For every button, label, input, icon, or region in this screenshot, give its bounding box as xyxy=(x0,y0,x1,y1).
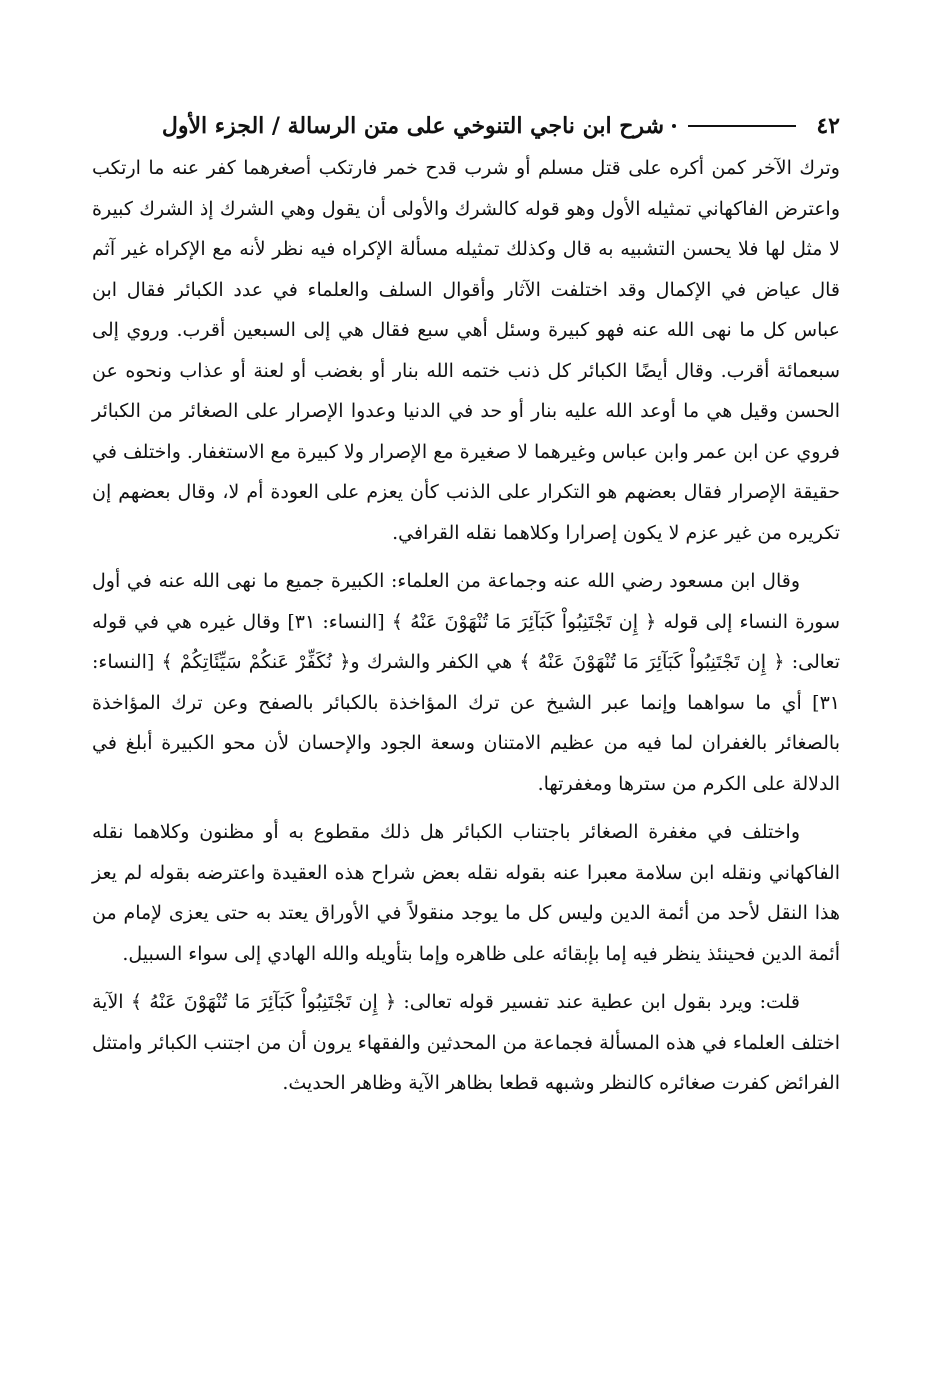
paragraph-1: وترك الآخر كمن أكره على قتل مسلم أو شرب قدح خمر فارتكب أصغرهما كفر عنه ما ارتكب واعترض الفاكهاني تمثيله الأول وهو قوله كالشرك والأولى أن يقول وهي الشرك إذ الشرك كبيرة لا مثل لها فلا يحسن التشبيه به قال وكذلك تمثيله مسألة الإكراه فيه نظر لأنه مع الإكراه غير آثم قال عياض في الإكمال وقد اختلفت الآثار وأقوال السلف والعلماء في عدد الكبائر فقال ابن عباس كل ما نهى الله عنه فهو كبيرة وسئل أهي سبع فقال هي إلى السبعين أقرب. وروي إلى سبعمائة أقرب. وقال أيضًا الكبائر كل ذنب ختمه الله بنار أو بغضب أو لعنة أو عذاب ونحوه عن الحسن وقيل هي ما أوعد الله عليه بنار أو حد في الدنيا وعدوا الإصرار على الصغائر من الكبائر فروي عن ابن عمر وابن عباس وغيرهما لا صغيرة مع الإصرار ولا كبيرة مع الاستغفار. واختلف في حقيقة الإصرار فقال بعضهم هو التكرار على الذنب كأن يعزم على العودة أم لا، وقال بعضهم إن تكريره من غير عزم لا يكون إصرارا وكلاهما نقله القرافي. xyxy=(92,157,840,544)
paragraph-gap xyxy=(92,974,840,982)
book-page xyxy=(92,104,840,1104)
running-head xyxy=(92,104,840,148)
paragraph-gap xyxy=(92,804,840,812)
paragraph-3: واختلف في مغفرة الصغائر باجتناب الكبائر هل ذلك مقطوع به أو مظنون وكلاهما نقله الفاكهاني ونقله ابن سلامة معبرا عنه بقوله نقله بعض شراح هذه العقيدة واعترضه بقوله لم يعز هذا النقل لأحد من أئمة الدين وليس كل ما يوجد منقولاً في الأوراق يعتد به حتى يعزى لإمام من أئمة الدين فحينئذ ينظر فيه إما بإبقائه على ظاهره وإما بتأويله والله الهادي إلى سواء السبيل. xyxy=(92,821,840,965)
running-title: شرح ابن ناجي التنوخي على متن الرسالة / الجزء الأول xyxy=(161,113,664,139)
paragraph-4: قلت: ويرد بقول ابن عطية عند تفسير قوله تعالى: ﴿ إِن تَجْتَنِبُواْ كَبَآئِرَ مَا تُنْهَوْنَ عَنْهُ ﴾ الآية اختلف العلماء في هذه المسألة فجماعة من المحدثين والفقهاء يرون أن من اجتنب الكبائر وامتثل الفرائض كفرت صغائره كالنظر وشبهه قطعا بظاهر الآية وظاهر الحديث. xyxy=(92,991,840,1094)
header-dot xyxy=(672,124,676,128)
paragraph-gap xyxy=(92,553,840,561)
page-number: ٤٢ xyxy=(816,113,840,139)
header-rule xyxy=(688,125,796,127)
paragraph-2: وقال ابن مسعود رضي الله عنه وجماعة من العلماء: الكبيرة جميع ما نهى الله عنه في أول سورة النساء إلى قوله ﴿ إِن تَجْتَنِبُواْ كَبَآئِرَ مَا تُنْهَوْنَ عَنْهُ ﴾ [النساء: ٣١] وقال غيره هي في قوله تعالى: ﴿ إِن تَجْتَنِبُواْ كَبَآئِرَ مَا تُنْهَوْنَ عَنْهُ ﴾ هي الكفر والشرك و﴿ نُكَفِّرْ عَنكُمْ سَيِّئَاتِكُمْ ﴾ [النساء: ٣١] أي ما سواهما وإنما عبر الشيخ عن ترك المؤاخذة بالكبائر بالصفح وعن ترك المؤاخذة بالصغائر بالغفران لما فيه من عظيم الامتنان وسعة الجود والإحسان لأن محو الكبيرة أبلغ في الدلالة على الكرم من سترها ومغفرتها. xyxy=(92,570,841,795)
